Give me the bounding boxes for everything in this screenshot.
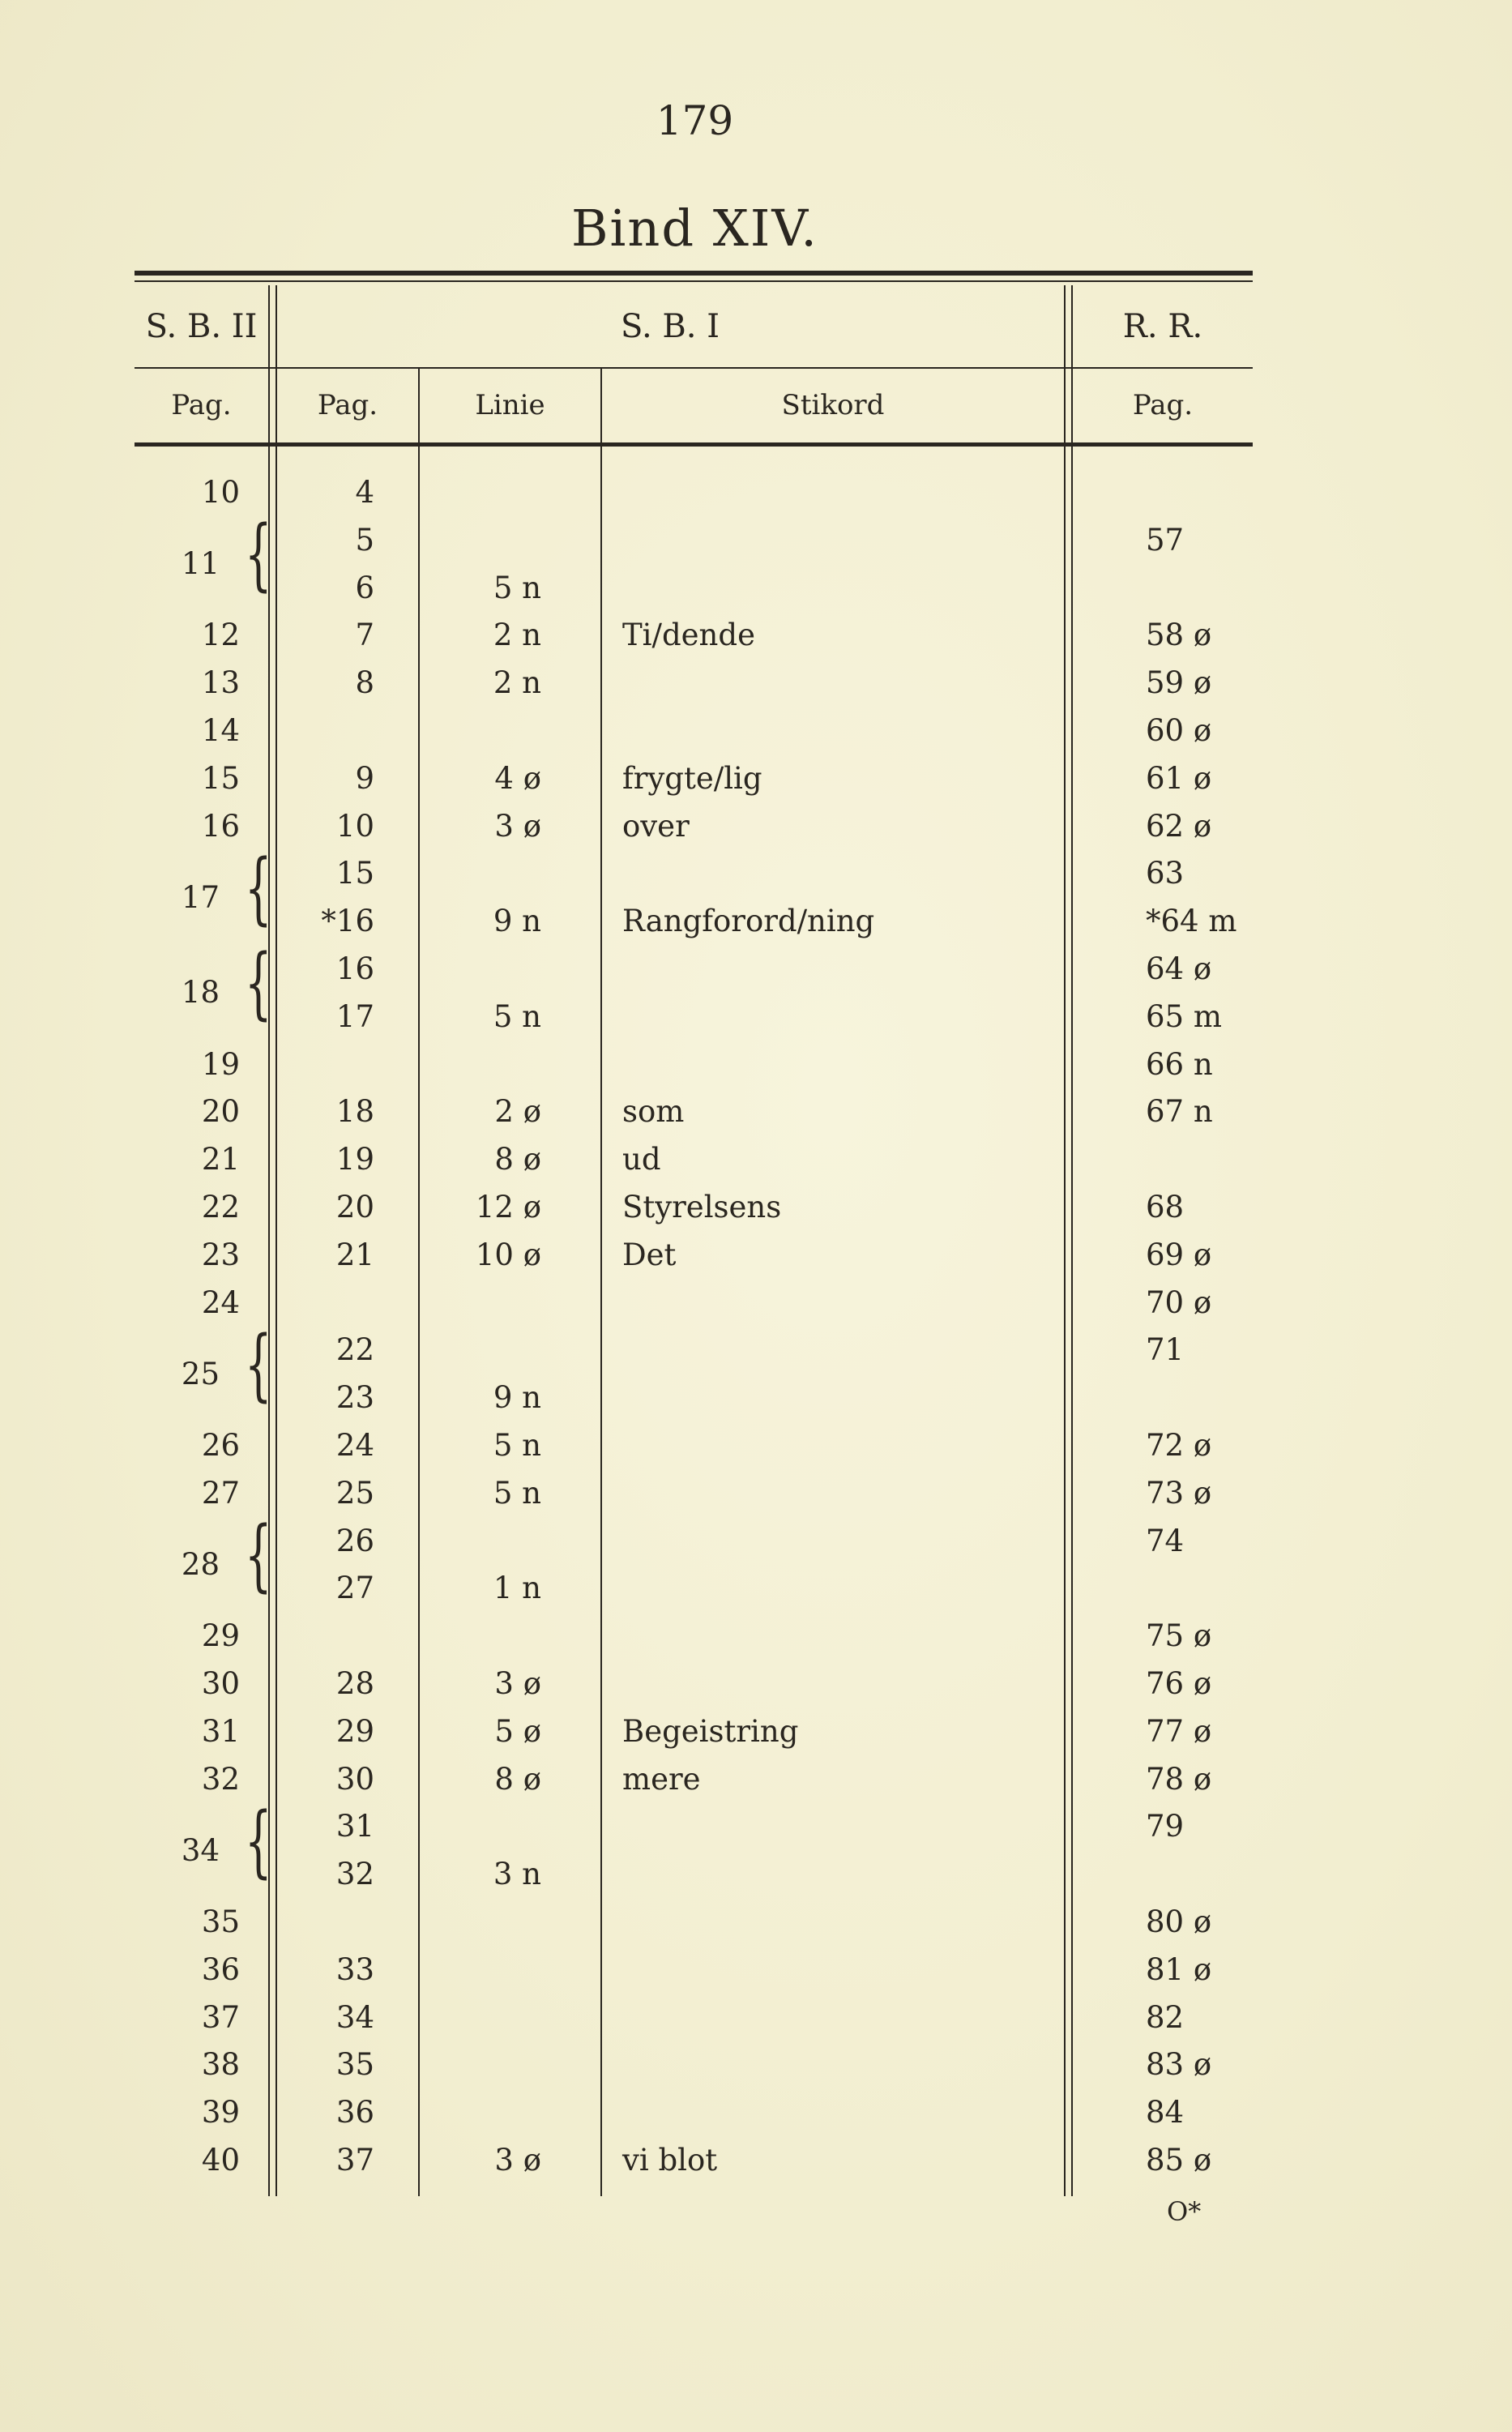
- page-number: 179: [656, 97, 734, 144]
- table-cell-d: vi blot: [622, 2143, 718, 2178]
- table-cell-b: *16: [321, 904, 374, 939]
- table-cell-c: 12 ø: [475, 1190, 541, 1225]
- table-cell-e: 68: [1146, 1190, 1185, 1225]
- table-cell-c: 10 ø: [475, 1237, 541, 1272]
- table-cell-d: Det: [622, 1237, 677, 1272]
- table-cell-c: 5 n: [493, 1428, 541, 1463]
- brace-label: 18: [181, 975, 220, 1011]
- top-rule-thin: [135, 280, 1253, 282]
- table-cell-c: 4 ø: [494, 760, 541, 796]
- table-cell-b: 19: [335, 1142, 374, 1178]
- table-cell-e: 83 ø: [1146, 2047, 1212, 2083]
- subheader-pag-sb1: Pag.: [317, 389, 378, 421]
- table-cell-c: 3 ø: [494, 808, 541, 844]
- header-rule: [135, 367, 1253, 369]
- table-cell-b: 7: [355, 618, 374, 653]
- table-cell-d: mere: [622, 1761, 701, 1797]
- table-cell-b: 22: [335, 1332, 374, 1368]
- table-cell-e: *64 m: [1146, 904, 1237, 939]
- col-divider-4a: [1064, 285, 1066, 2196]
- table-cell-b: 8: [355, 665, 374, 701]
- curly-brace-icon: {: [245, 842, 272, 934]
- subheader-pag-rr: Pag.: [1132, 389, 1194, 421]
- table-cell-b: 34: [335, 1999, 374, 2035]
- table-cell-c: 5 n: [493, 570, 541, 605]
- brace-label: 34: [181, 1832, 220, 1868]
- table-cell-d: ud: [622, 1142, 661, 1178]
- subheader-pag-sb2: Pag.: [171, 389, 232, 421]
- table-cell-c: 2 n: [493, 618, 541, 653]
- table-cell-b: 28: [335, 1666, 374, 1701]
- curly-brace-icon: {: [245, 1319, 272, 1410]
- table-cell-d: Ti/dende: [622, 618, 755, 653]
- brace-label: 28: [181, 1547, 220, 1582]
- table-cell-b: 21: [335, 1237, 374, 1272]
- table-cell-d: som: [622, 1094, 685, 1130]
- table-cell-d: frygte/lig: [622, 760, 762, 796]
- table-cell-e: 65 m: [1146, 998, 1222, 1034]
- table-cell-e: 70 ø: [1146, 1284, 1212, 1320]
- table-cell-a: 37: [201, 1999, 240, 2035]
- table-cell-c: 5 n: [493, 1475, 541, 1511]
- table-cell-e: 67 n: [1146, 1094, 1213, 1130]
- col-divider-4b: [1071, 285, 1073, 2196]
- table-cell-a: 24: [201, 1284, 240, 1320]
- table-cell-e: 79: [1146, 1809, 1185, 1844]
- table-cell-b: 37: [335, 2143, 374, 2178]
- table-cell-c: 5 ø: [494, 1713, 541, 1749]
- table-cell-a: 27: [201, 1475, 240, 1511]
- table-cell-c: 8 ø: [494, 1142, 541, 1178]
- header-sb1: S. B. I: [620, 308, 720, 345]
- table-cell-b: 32: [335, 1857, 374, 1892]
- table-cell-a: 29: [201, 1618, 240, 1654]
- table-cell-c: 2 n: [493, 665, 541, 701]
- table-cell-b: 15: [335, 856, 374, 891]
- subheader-linie: Linie: [475, 389, 545, 421]
- table-cell-e: 71: [1146, 1332, 1185, 1368]
- table-cell-e: 76 ø: [1146, 1666, 1212, 1701]
- table-cell-c: 1 n: [493, 1571, 541, 1606]
- table-cell-b: 29: [335, 1713, 374, 1749]
- table-cell-e: 57: [1146, 522, 1185, 558]
- table-cell-a: 15: [201, 760, 240, 796]
- brace-label: 25: [181, 1356, 220, 1391]
- table-cell-a: 40: [201, 2143, 240, 2178]
- table-cell-e: 62 ø: [1146, 808, 1212, 844]
- table-cell-e: 82: [1146, 1999, 1185, 2035]
- table-cell-b: 26: [335, 1523, 374, 1558]
- table-cell-b: 30: [335, 1761, 374, 1797]
- table-cell-e: 77 ø: [1146, 1713, 1212, 1749]
- table-cell-a: 12: [201, 618, 240, 653]
- table-cell-a: 14: [201, 713, 240, 748]
- curly-brace-icon: {: [245, 1795, 272, 1887]
- table-cell-b: 17: [335, 998, 374, 1034]
- table-cell-b: 31: [335, 1809, 374, 1844]
- table-cell-b: 18: [335, 1094, 374, 1130]
- table-cell-e: 69 ø: [1146, 1237, 1212, 1272]
- table-cell-d: Rangforord/ning: [622, 904, 875, 939]
- header-sb2: S. B. II: [145, 308, 258, 345]
- table-cell-e: 63: [1146, 856, 1185, 891]
- table-cell-a: 39: [201, 2095, 240, 2131]
- table-cell-a: 26: [201, 1428, 240, 1463]
- table-cell-e: 85 ø: [1146, 2143, 1212, 2178]
- top-rule: [135, 271, 1253, 276]
- table-cell-e: 81 ø: [1146, 1951, 1212, 1987]
- table-cell-b: 33: [335, 1951, 374, 1987]
- table-cell-a: 21: [201, 1142, 240, 1178]
- curly-brace-icon: {: [245, 509, 272, 601]
- table-cell-e: 60 ø: [1146, 713, 1212, 748]
- table-cell-d: Styrelsens: [622, 1190, 782, 1225]
- table-cell-d: over: [622, 808, 690, 844]
- table-cell-b: 16: [335, 951, 374, 986]
- table-cell-c: 9 n: [493, 1380, 541, 1416]
- table-cell-b: 24: [335, 1428, 374, 1463]
- table-cell-c: 3 n: [493, 1857, 541, 1892]
- table-cell-e: 61 ø: [1146, 760, 1212, 796]
- table-cell-a: 19: [201, 1046, 240, 1082]
- table-cell-a: 35: [201, 1904, 240, 1939]
- table-cell-e: 84: [1146, 2095, 1185, 2131]
- table-cell-b: 36: [335, 2095, 374, 2131]
- curly-brace-icon: {: [245, 1510, 272, 1601]
- brace-label: 17: [181, 879, 220, 915]
- table-cell-e: 74: [1146, 1523, 1185, 1558]
- table-cell-e: 58 ø: [1146, 618, 1212, 653]
- header-rr: R. R.: [1122, 308, 1203, 345]
- table-cell-a: 36: [201, 1951, 240, 1987]
- table-cell-a: 23: [201, 1237, 240, 1272]
- table-cell-b: 6: [355, 570, 374, 605]
- col-divider-3: [600, 369, 602, 2196]
- subheader-rule: [135, 442, 1253, 447]
- table-cell-d: Begeistring: [622, 1713, 799, 1749]
- table-cell-b: 9: [355, 760, 374, 796]
- table-cell-e: 73 ø: [1146, 1475, 1212, 1511]
- table-cell-a: 10: [201, 475, 240, 510]
- table-cell-e: 72 ø: [1146, 1428, 1212, 1463]
- table-cell-b: 23: [335, 1380, 374, 1416]
- table-cell-b: 25: [335, 1475, 374, 1511]
- table-cell-e: 75 ø: [1146, 1618, 1212, 1654]
- table-cell-c: 3 ø: [494, 1666, 541, 1701]
- brace-label: 11: [181, 546, 220, 582]
- table-cell-b: 35: [335, 2047, 374, 2083]
- table-cell-a: 32: [201, 1761, 240, 1797]
- table-cell-e: 64 ø: [1146, 951, 1212, 986]
- table-cell-c: 3 ø: [494, 2143, 541, 2178]
- table-cell-b: 20: [335, 1190, 374, 1225]
- table-cell-e: 66 n: [1146, 1046, 1213, 1082]
- table-cell-e: 59 ø: [1146, 665, 1212, 701]
- table-cell-a: 38: [201, 2047, 240, 2083]
- table-cell-c: 2 ø: [494, 1094, 541, 1130]
- table-cell-b: 10: [335, 808, 374, 844]
- table-cell-b: 5: [355, 522, 374, 558]
- table-cell-a: 22: [201, 1190, 240, 1225]
- table-cell-a: 16: [201, 808, 240, 844]
- signature-mark: O*: [1167, 2196, 1202, 2227]
- page-title: Bind XIV.: [571, 199, 818, 258]
- table-cell-a: 31: [201, 1713, 240, 1749]
- table-cell-c: 9 n: [493, 904, 541, 939]
- subheader-stikord: Stikord: [781, 389, 885, 421]
- table-cell-b: 27: [335, 1571, 374, 1606]
- table-cell-a: 30: [201, 1666, 240, 1701]
- table-cell-a: 13: [201, 665, 240, 701]
- curly-brace-icon: {: [245, 938, 272, 1029]
- table-cell-c: 5 n: [493, 998, 541, 1034]
- table-cell-e: 80 ø: [1146, 1904, 1212, 1939]
- table-cell-a: 20: [201, 1094, 240, 1130]
- table-cell-e: 78 ø: [1146, 1761, 1212, 1797]
- table-cell-b: 4: [355, 475, 374, 510]
- table-cell-c: 8 ø: [494, 1761, 541, 1797]
